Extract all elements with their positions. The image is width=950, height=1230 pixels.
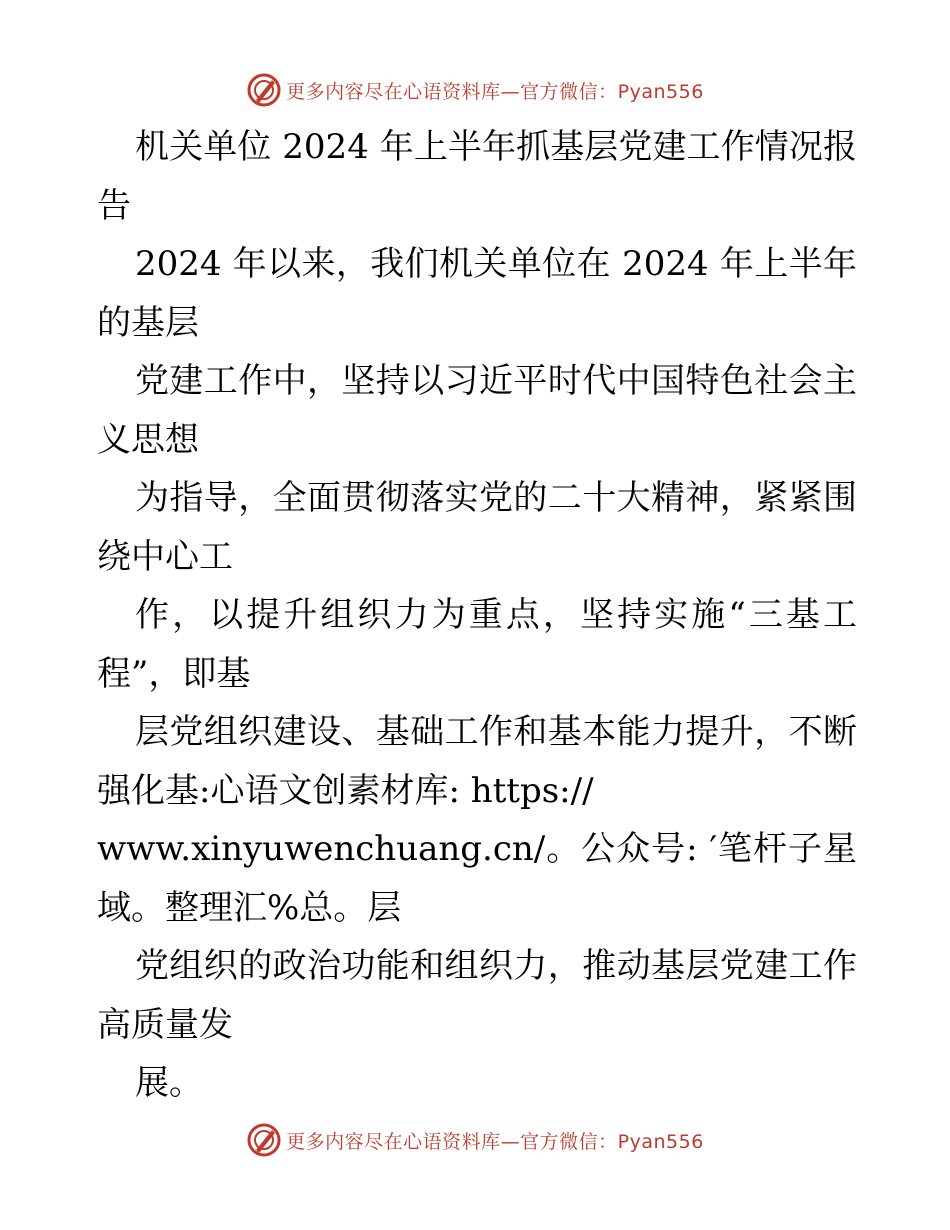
paragraph-line: 为指导，全面贯彻落实党的二十大精神，紧紧围绕中心工 — [97, 478, 857, 577]
pen-circle-logo-icon — [246, 72, 282, 108]
paragraph-line: www.xinyuwenchuang.cn/。公众号: ′笔杆子星域。整理汇%总。层 — [97, 829, 857, 928]
header-watermark — [0, 70, 950, 110]
header-watermark-text: 更多内容尽在心语资料库—官方微信：Pyan556 — [286, 80, 704, 103]
footer-watermark-text: 更多内容尽在心语资料库—官方微信：Pyan556 — [286, 1130, 704, 1153]
paragraph-line: 作，以提升组织力为重点，坚持实施“三基工程”，即基 — [97, 595, 857, 694]
footer-watermark — [0, 1120, 950, 1160]
paragraph-line: 层党组织建设、基础工作和基本能力提升，不断强化基:心语文创素材库: https:// — [97, 712, 857, 811]
document-body — [97, 118, 857, 1113]
document-title: 机关单位 2024 年上半年抓基层党建工作情况报告 — [97, 127, 857, 226]
paragraph-line: 党建工作中，坚持以习近平时代中国特色社会主义思想 — [97, 361, 857, 460]
paragraph-line: 展。 — [135, 1063, 203, 1103]
pen-circle-logo-icon — [246, 1122, 282, 1158]
paragraph-line: 2024 年以来，我们机关单位在 2024 年上半年的基层 — [97, 244, 857, 343]
paragraph-line: 党组织的政治功能和组织力，推动基层党建工作高质量发 — [97, 946, 857, 1045]
